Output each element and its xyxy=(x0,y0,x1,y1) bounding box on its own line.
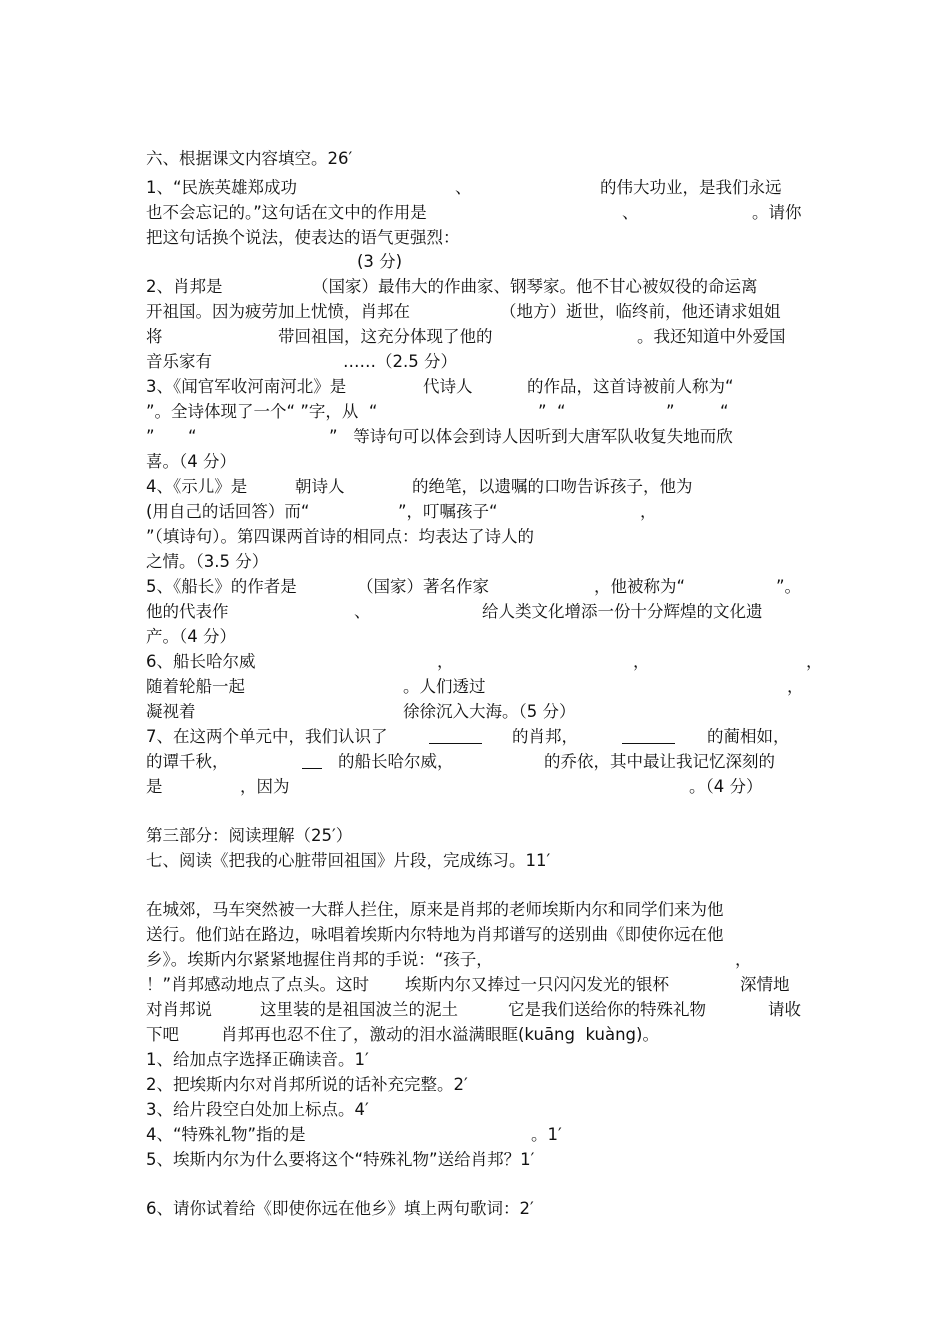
q3-line2-quote3: “ xyxy=(720,402,729,421)
passage-line-4a: ！”肖邦感动地点了点头。这时 xyxy=(146,975,370,994)
q7-line3-start: 是 xyxy=(146,777,163,796)
q3-line2-quote1: ” “ xyxy=(538,402,566,421)
q3-line3-quote1: ” xyxy=(146,427,155,446)
passage-line-4b: 埃斯内尔又捧过一只闪闪发光的银杯 xyxy=(405,975,669,994)
q7-line1-chopin: 的肖邦， xyxy=(512,727,578,746)
q7-line1-text: 7、在这两个单元中，我们认识了 xyxy=(146,727,388,746)
q5-line1-end: ”。 xyxy=(776,577,802,596)
q6-comma-1: ， xyxy=(437,652,454,671)
q2-line3-end: 。我还知道中外爱国 xyxy=(637,327,786,346)
q1-line2-text: 也不会忘记的。”这句话在文中的作用是 xyxy=(146,203,427,222)
q2-line1-text: 2、肖邦是 xyxy=(146,277,223,296)
q2-line2-text: 开祖国。因为疲劳加上忧愤，肖邦在 xyxy=(146,302,410,321)
q5-line1-text: 5、《船长》的作者是 xyxy=(146,577,297,596)
q6-line3-text: 凝视着 xyxy=(146,702,196,721)
q1-separator: 、 xyxy=(455,178,472,197)
q6-comma-4: ， xyxy=(787,677,804,696)
q3-line2-quote2: ” xyxy=(666,402,675,421)
passage-line-5b: 这里装的是祖国波兰的泥土 xyxy=(260,1000,458,1019)
q7-blank-3[interactable] xyxy=(302,768,322,769)
q7-blank-1[interactable] xyxy=(429,743,482,744)
reading-question-4: 4、“特殊礼物”指的是 xyxy=(146,1125,306,1144)
q1-line3-text: 把这句话换个说法，使表达的语气更强烈： xyxy=(146,228,460,247)
reading-question-6: 6、请你试着给《即使你远在他乡》填上两句歌词：2′ xyxy=(146,1199,534,1218)
q4-line2-comma: ， xyxy=(640,502,657,521)
q6-line1-text: 6、船长哈尔威 xyxy=(146,652,256,671)
q6-line3-end: 徐徐沉入大海。（5 分） xyxy=(403,702,576,721)
passage-line-2: 送行。他们站在路边，咏唱着埃斯内尔特地为肖邦谱写的送别曲《即使你远在他 xyxy=(146,925,724,944)
q2-line3-start: 将 xyxy=(146,327,163,346)
passage-line-6b: 肖邦再也忍不住了，激动的泪水溢满眼眶(kuāng kuàng)。 xyxy=(221,1025,659,1044)
q5-line1-middle: （国家）著名作家 xyxy=(357,577,489,596)
q1-score: (3 分) xyxy=(357,252,403,271)
q5-line2-separator: 、 xyxy=(354,602,371,621)
q5-line1-title: ，他被称为“ xyxy=(594,577,686,596)
q3-line1-text: 3、《闻官军收河南河北》是 xyxy=(146,377,347,396)
q2-score: ……（2.5 分） xyxy=(343,352,457,371)
passage-line-3: 乡》。埃斯内尔紧紧地握住肖邦的手说：“孩子， xyxy=(146,950,493,969)
part3-heading: 第三部分：阅读理解（25′） xyxy=(146,826,353,845)
q7-line1-lin: 的蔺相如， xyxy=(707,727,790,746)
q3-line1-end: 的作品，这首诗被前人称为“ xyxy=(527,377,734,396)
q7-line3-because: ，因为 xyxy=(240,777,290,796)
q1-line1-text: 1、“民族英雄郑成功 xyxy=(146,178,298,197)
q7-score: 。（4 分） xyxy=(689,777,763,796)
passage-line-4c: 深情地 xyxy=(740,975,790,994)
q2-line4-start: 音乐家有 xyxy=(146,352,212,371)
q3-score: 喜。（4 分） xyxy=(146,452,236,471)
q4-line3-text: ”（填诗句）。第四课两首诗的相同点：均表达了诗人的 xyxy=(146,527,535,546)
q5-score: 产。（4 分） xyxy=(146,627,236,646)
reading-question-2: 2、把埃斯内尔对肖邦所说的话补充完整。2′ xyxy=(146,1075,468,1094)
passage-line-6a: 下吧 xyxy=(146,1025,179,1044)
q6-comma-3: ， xyxy=(806,652,823,671)
q1-line1-end: 的伟大功业，是我们永远 xyxy=(600,178,782,197)
q4-score: 之情。（3.5 分） xyxy=(146,552,269,571)
q5-line2-text: 他的代表作 xyxy=(146,602,229,621)
q3-line3-quote2: “ xyxy=(188,427,197,446)
q6-line2-text: 随着轮船一起 xyxy=(146,677,245,696)
passage-line-1: 在城郊，马车突然被一大群人拦住，原来是肖邦的老师埃斯内尔和同学们来为他 xyxy=(146,900,724,919)
q3-line2-text: ”。全诗体现了一个“ ”字，从 “ xyxy=(146,402,378,421)
q4-line1-middle: 朝诗人 xyxy=(295,477,345,496)
q7-line2-tan: 的谭千秋， xyxy=(146,752,229,771)
q6-line2-middle: 。人们透过 xyxy=(403,677,486,696)
passage-line-5d: 请收 xyxy=(768,1000,801,1019)
q2-line1-end: （国家）最伟大的作曲家、钢琴家。他不甘心被奴役的命运离 xyxy=(312,277,758,296)
q7-line2-harvey: 的船长哈尔威， xyxy=(338,752,454,771)
section6-heading: 六、根据课文内容填空。26′ xyxy=(146,149,353,168)
q6-comma-2: ， xyxy=(633,652,650,671)
reading-question-5: 5、埃斯内尔为什么要将这个“特殊礼物”送给肖邦？1′ xyxy=(146,1150,535,1169)
q3-line3-text: ” 等诗句可以体会到诗人因听到大唐军队收复失地而欣 xyxy=(329,427,733,446)
q1-separator-2: 、 xyxy=(622,203,639,222)
q3-line1-middle: 代诗人 xyxy=(423,377,473,396)
q1-line2-end: 。请你 xyxy=(752,203,802,222)
q2-line3-middle: 带回祖国，这充分体现了他的 xyxy=(278,327,493,346)
passage-line-5c: 它是我们送给你的特殊礼物 xyxy=(508,1000,706,1019)
reading-question-1: 1、给加点字选择正确读音。1′ xyxy=(146,1050,369,1069)
q4-line1-text: 4、《示儿》是 xyxy=(146,477,248,496)
section7-heading: 七、阅读《把我的心脏带回祖国》片段，完成练习。11′ xyxy=(146,851,551,870)
q4-line2-middle: ”，叮嘱孩子“ xyxy=(398,502,498,521)
q4-line1-end: 的绝笔，以遗嘱的口吻告诉孩子，他为 xyxy=(412,477,693,496)
q2-line2-end: （地方）逝世，临终前，他还请求姐姐 xyxy=(500,302,781,321)
q5-line2-end: 给人类文化增添一份十分辉煌的文化遗 xyxy=(482,602,763,621)
q4-line2-text: (用自己的话回答）而“ xyxy=(146,502,310,521)
reading-question-3: 3、给片段空白处加上标点。4′ xyxy=(146,1100,369,1119)
passage-line-5a: 对肖邦说 xyxy=(146,1000,212,1019)
passage-line-3-comma: ， xyxy=(735,950,752,969)
q7-line2-end: 的乔依，其中最让我记忆深刻的 xyxy=(544,752,775,771)
reading-question-4-score: 。1′ xyxy=(531,1125,562,1144)
q7-blank-2[interactable] xyxy=(622,743,675,744)
